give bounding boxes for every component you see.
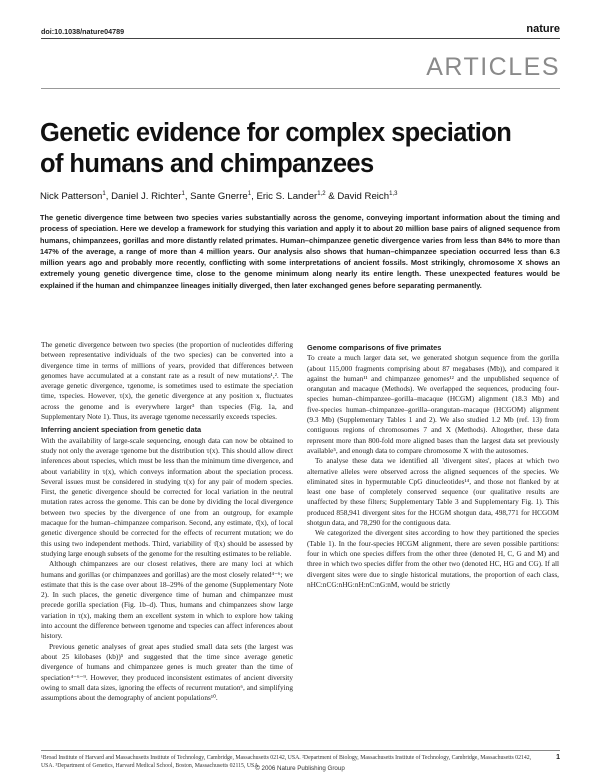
author: Sante Gnerre$^1$, [190, 191, 257, 203]
doi-label: doi:10.1038/nature04789 [41, 27, 125, 36]
author: David Reich$^{1,3}$ [337, 191, 398, 203]
article-title: Genetic evidence for complex speciation of humans and chimpanzees [40, 119, 512, 178]
copyright: © 2006 Nature Publishing Group [255, 765, 345, 772]
body-paragraph: To create a much larger data set, we generated shotgun sequence from the gorilla (about 115,000 fragments comprising about 87 megabases (Mb)), and compared it against the human¹¹ and chimpanzee genomes¹² and the unpublished sequence of orangutan and macaque (Methods). We overlapped the sequences, producing four-species human–chimpanzee–gorilla–macaque (HCGM) alignment (18.3 Mb) and five-species human–chimpanzee–gorilla–orangutan–macaque (HCGOM) alignment (9.3 Mb) (Supplementary Tables 1 and 2). We also studied 1.2 Mb (ref. 13) from contiguous regions of chromosomes 7 and X (Methods). Altogether, these data represent more than 800-fold more aligned bases than the largest data set previously available⁵, and enough data to compare chromosome X with the autosomes. [307, 353, 559, 455]
header-rule [41, 38, 560, 39]
author-list [40, 191, 397, 202]
body-paragraph: With the availability of large-scale sequencing, enough data can now be obtained to study not only the average τgenome but the distribution τ(x). This should allow direct inferences about τspecies, which must be less than the minimum time divergence, and about variability in τ(x), which conveys information about the speciation process. Several issues must be considered in studying τ(x) for any pair of modern species. First, the genetic divergence should be corrected for local variation in the neutral mutation rates across the genome. This can be done by dividing the local divergence between two species by the divergence of one from an outgroup, for example macaque for the human–chimpanzee comparison. Second, any estimate, τ̂(x), of local genetic divergence should be corrected for the effects of recurrent mutation; we do this using two independent methods. Third, variability of τ̂(x) should be assessed by studying large enough subsets of the genome for the resulting estimates to be reliable. [41, 435, 293, 558]
journal-name: nature [526, 23, 560, 35]
footnote-rule [41, 750, 560, 751]
body-paragraph: To analyse these data we identified all 'divergent sites', places at which two alternative alleles were observed across the aligned sequences of the species. We eliminated sites in hypermutable CpG dinucleotides¹⁴, and those not flanked by at least one base of completely conserved sequence (our qualitative results are unaffected by these filters; Supplementary Table 3 and Supplementary Fig. 1). This produced 858,941 divergent sites for the HCGM shotgun data, 498,771 for HCGOM shotgun data, and 78,290 for the contiguous data. [307, 456, 559, 528]
body-paragraph: Previous genetic analyses of great apes studied small data sets (the largest was about 25 kilobases (kb))⁵ and suggested that the time since average genetic divergence of humans and chimpanzee genes is much greater than the time of speciation⁴⁻⁶⁻⁹. However, they produced inconsistent estimates of ancient diversity owing to small data sizes, ignoring the effects of recurrent mutation⁶, and simplifying assumptions about the demography of ancient populations¹⁰. [41, 641, 293, 703]
author: Nick Patterson$^1$, [40, 191, 112, 203]
body-column-right [307, 340, 559, 590]
author: Eric S. Lander$^{1,2}$ & [256, 191, 338, 203]
body-column-left [41, 340, 293, 703]
section-heading: Inferring ancient speciation from genetic data [41, 425, 202, 435]
affiliation-footnotes: ¹Broad Institute of Harvard and Massachusetts Institute of Technology, Cambridge, Massachusetts 02142, USA. ²Department of Biology, Massachusetts Institute of Technology, Cambridge, Massachusetts 02142, USA. ³Department of Genetics, Harvard Medical School, Boston, Massachusetts 02115, USA. [41, 755, 532, 769]
section-rule [41, 88, 560, 89]
body-paragraph: Although chimpanzees are our closest relatives, there are many loci at which humans and gorillas (or chimpanzees and gorillas) are the most closely related⁴⁻⁶; we estimate that this is the case over about 18–29% of the genome (Supplementary Note 2). In such places, the genetic divergence time of human and chimpanzee must precede gorilla speciation (Fig. 1b–d). Thus, humans and chimpanzees show large variation in τ(x), making them an excellent system in which to explore how taking into account the difference between τgenome and τspecies can affect inferences about history. [41, 559, 293, 641]
section-heading: Genome comparisons of five primates [307, 343, 442, 352]
author: Daniel J. Richter$^1$, [111, 191, 191, 203]
section-label: ARTICLES [426, 53, 560, 81]
page-number: 1 [556, 754, 560, 761]
body-paragraph: We categorized the divergent sites according to how they partitioned the species (Table 1). In the four-species HCGM alignment, there are seven possible partitions: four in which one species differs from the other three (denoted H, C, G and M) and three in which two species differ from the other two (denoted HC, HG and CG). If all divergent sites were due to single historical mutations, the proportion of each class, nHC:nCG:nHG:nH:nC:nG:nM, would be strictly [307, 528, 559, 589]
intro-paragraph: The genetic divergence between two species (the proportion of nucleotides differing between representative individuals of the two species) can be converted into a divergence time in terms of millions of years, provided that differences between genomes have accumulated at a constant rate as a result of new mutations¹,². The average genetic divergence, τgenome, is sometimes used to estimate the speciation time, τspecies. However, τ(x), the genetic divergence at any position x, fluctuates across the genome and is everywhere larger³ than τspecies (Fig. 1a, and Supplementary Note 1). Thus, its average τgenome necessarily exceeds τspecies. [41, 340, 293, 422]
abstract: The genetic divergence time between two species varies substantially across the genome, conveying important information about the timing and process of speciation. Here we develop a framework for studying this variation and apply it to about 20 million base pairs of aligned sequence from humans, chimpanzees, gorillas and more distantly related primates. Human–chimpanzee genetic divergence varies from less than 84% to more than 147% of the average, a range of more than 4 million years. Our analysis also shows that human–chimpanzee speciation occurred less than 6.3 million years ago and probably more recently, conflicting with some interpretations of ancient fossils. Most strikingly, chromosome X shows an extremely young genetic divergence time, close to the genome minimum along nearly its entire length. These unexpected features would be explained if the human and chimpanzee lineages initially diverged, then later exchanged genes before separating permanently. [40, 213, 560, 290]
